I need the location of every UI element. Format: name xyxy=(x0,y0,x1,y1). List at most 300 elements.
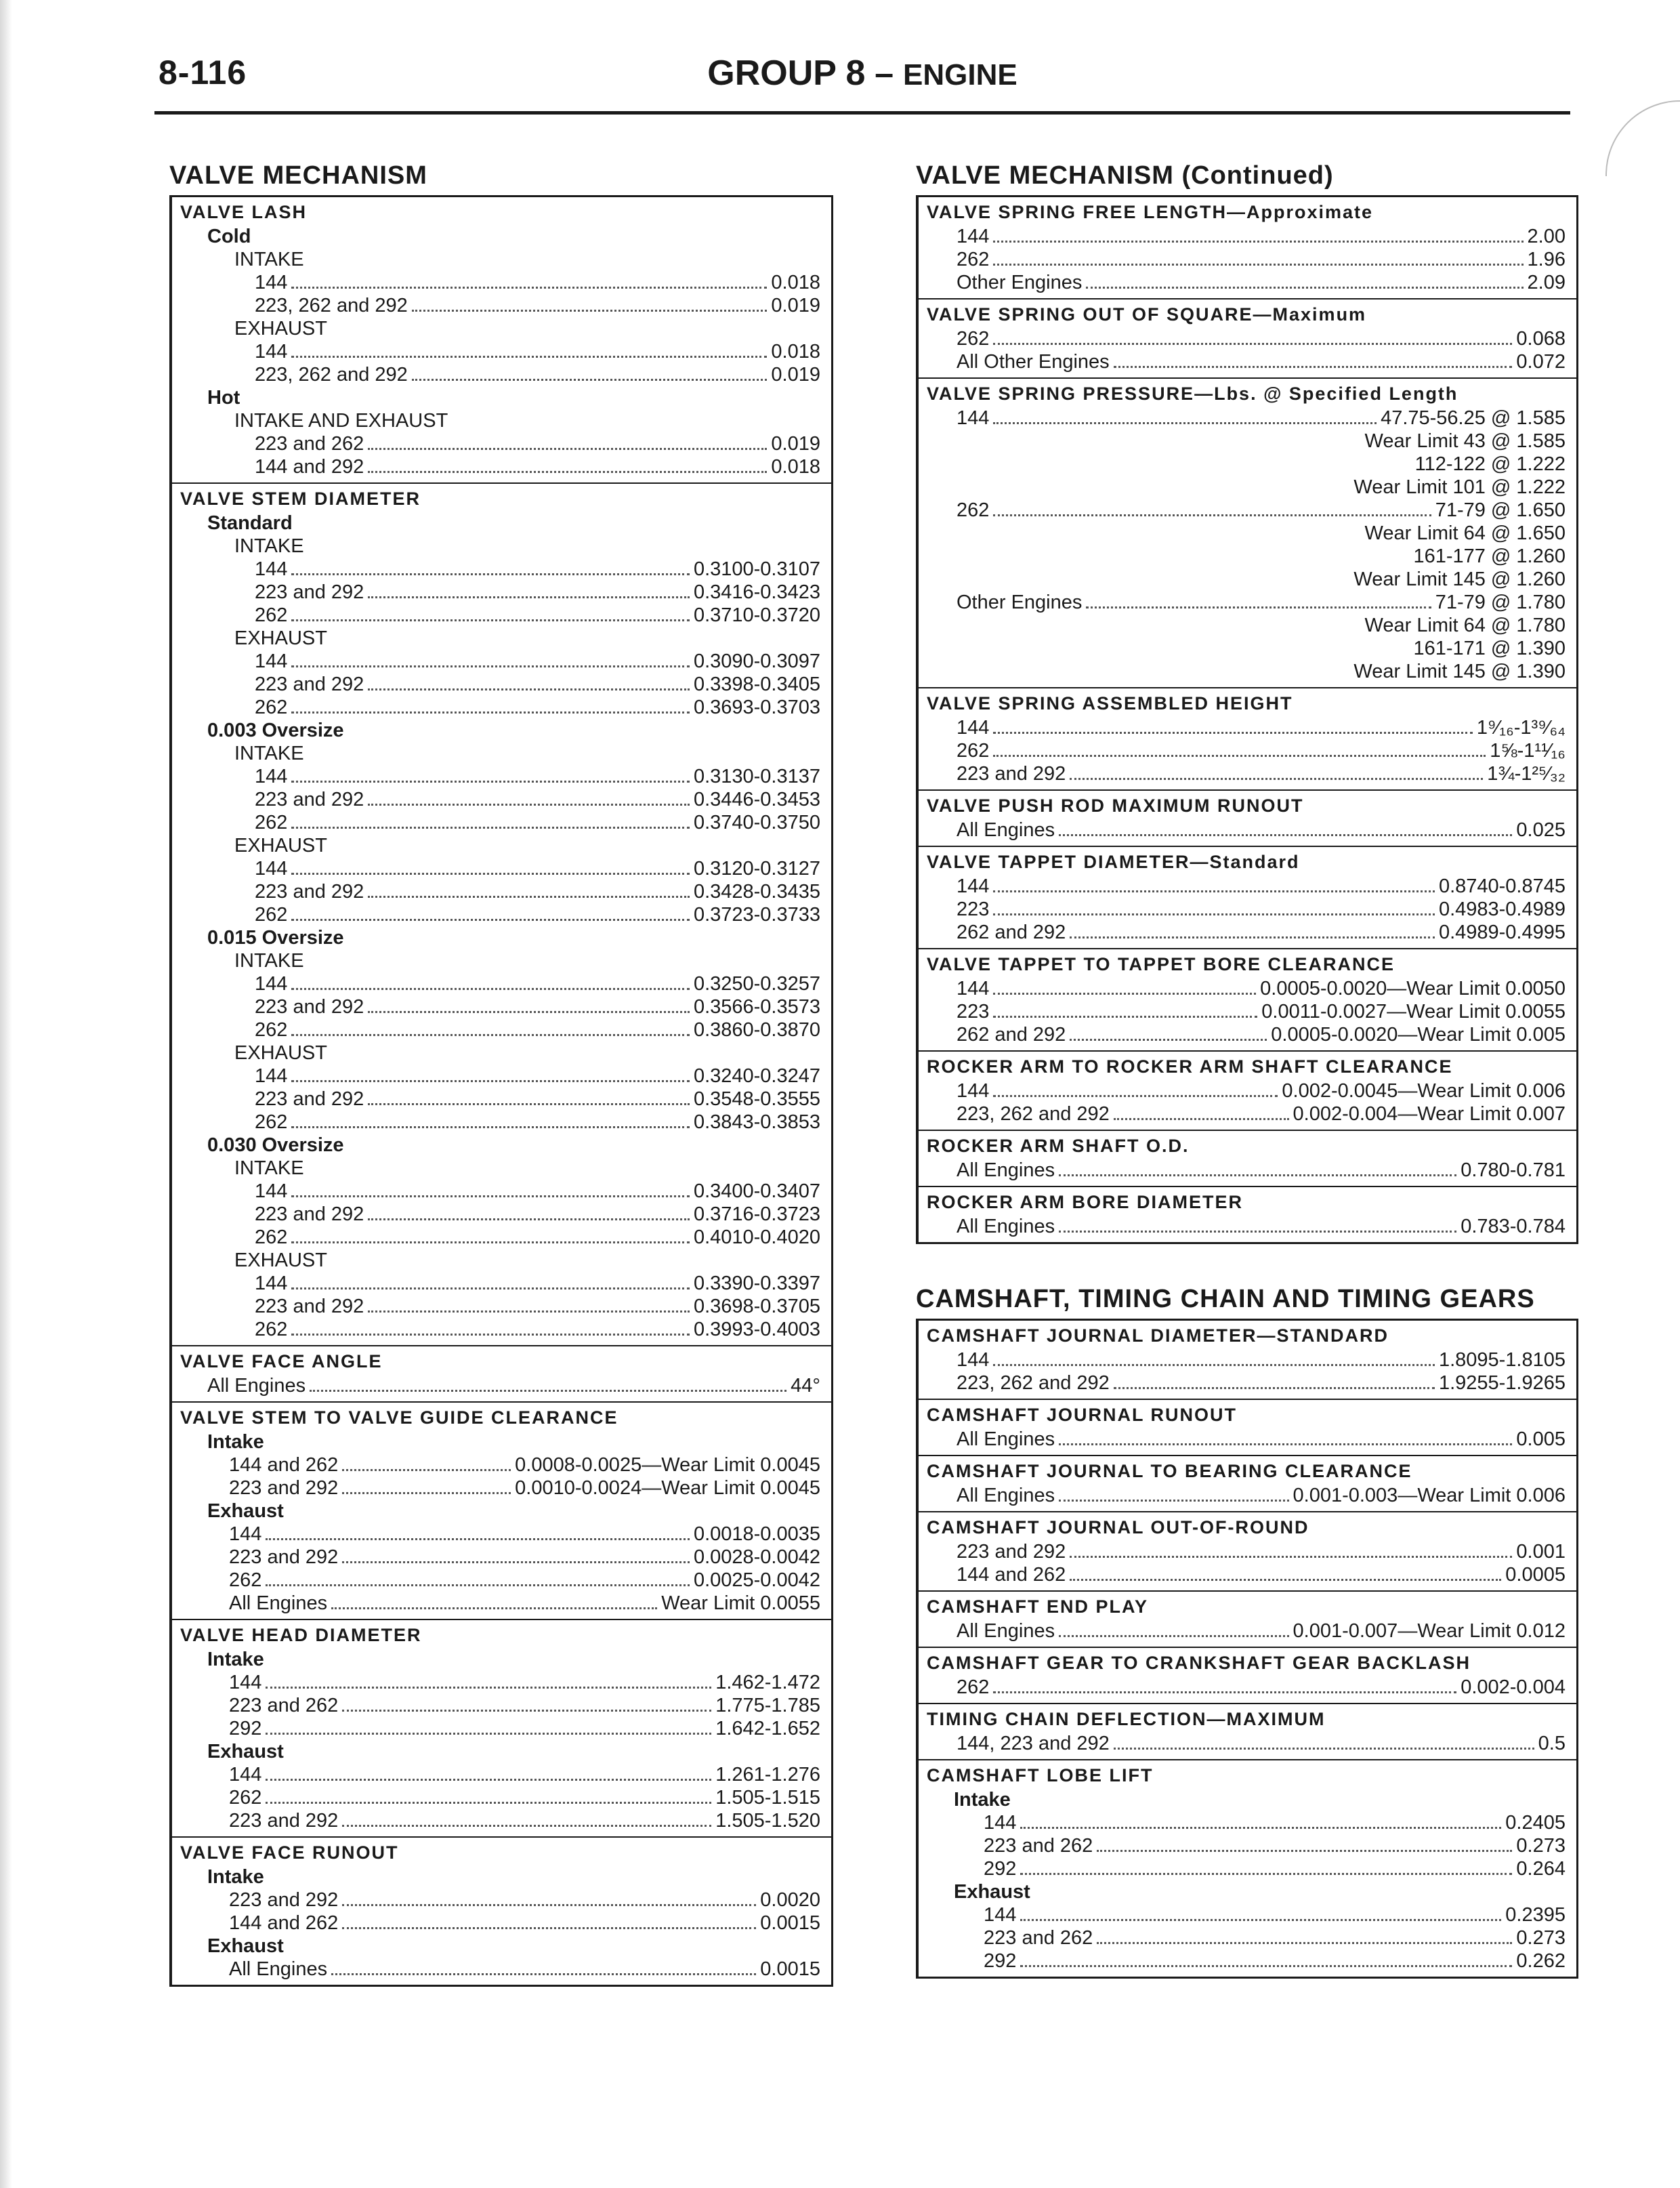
spec-row xyxy=(927,1903,1566,1926)
dot-leader xyxy=(1070,1556,1512,1558)
spec-label: 292 xyxy=(984,1950,1017,1972)
spec-value: 0.3860-0.3870 xyxy=(693,1019,820,1041)
spec-row xyxy=(180,1203,820,1226)
spec-value: 0.2405 xyxy=(1505,1812,1566,1834)
dot-leader xyxy=(266,1584,690,1586)
spec-label: 262 xyxy=(957,328,990,350)
spec-row xyxy=(180,1226,820,1249)
spec-row xyxy=(927,407,1566,430)
dot-leader xyxy=(291,1034,690,1036)
spec-value: 0.264 xyxy=(1516,1858,1566,1880)
dot-leader xyxy=(291,781,690,783)
spec-value: 0.3390-0.3397 xyxy=(693,1273,820,1294)
dot-leader xyxy=(1070,1579,1501,1581)
spec-value: 0.780-0.781 xyxy=(1461,1159,1566,1181)
spec-row xyxy=(180,696,820,719)
spec-label: All Other Engines xyxy=(957,351,1110,373)
dot-leader xyxy=(331,1607,657,1609)
spec-category: EXHAUST xyxy=(234,627,327,649)
dot-leader xyxy=(1059,1500,1288,1502)
spec-label: 144 and 262 xyxy=(229,1912,339,1934)
spec-row xyxy=(180,1477,820,1500)
spec-value: 0.0005-0.0020—Wear Limit 0.005 xyxy=(1271,1024,1566,1046)
spec-table xyxy=(916,1319,1578,1979)
spec-row xyxy=(180,1523,820,1546)
spec-category: INTAKE xyxy=(234,249,304,270)
spec-value: 0.005 xyxy=(1516,1428,1566,1450)
dot-leader xyxy=(291,711,690,714)
spec-row xyxy=(927,248,1566,271)
spec-value: 0.025 xyxy=(1516,819,1566,841)
dot-leader xyxy=(342,1561,690,1563)
spec-row xyxy=(180,1018,820,1041)
spec-subheading: 0.030 Oversize xyxy=(207,1134,344,1156)
spec-block xyxy=(172,197,831,484)
spec-value: 0.001-0.007—Wear Limit 0.012 xyxy=(1293,1620,1566,1642)
spec-label: 144 xyxy=(229,1672,262,1693)
spec-value: 44° xyxy=(791,1375,820,1397)
spec-label: 223 and 292 xyxy=(255,881,364,903)
spec-label: 223 and 292 xyxy=(957,1541,1066,1563)
spec-value: 0.3250-0.3257 xyxy=(693,973,820,995)
spec-row xyxy=(927,1540,1566,1563)
spec-block xyxy=(919,949,1576,1052)
spec-continuation: 112-122 @ 1.222 xyxy=(1414,453,1566,475)
spec-row xyxy=(180,903,820,926)
spec-heading: TIMING CHAIN DEFLECTION—MAXIMUM xyxy=(927,1709,1326,1729)
spec-value: 0.001-0.003—Wear Limit 0.006 xyxy=(1293,1485,1566,1506)
spec-row xyxy=(927,1159,1566,1182)
spec-label: All Engines xyxy=(207,1375,306,1397)
spec-row xyxy=(927,1102,1566,1126)
spec-heading: CAMSHAFT END PLAY xyxy=(927,1596,1149,1617)
spec-row xyxy=(927,1023,1566,1046)
spec-value: 0.3090-0.3097 xyxy=(693,651,820,672)
spec-subheading: Intake xyxy=(954,1789,1011,1811)
spec-value: 1⁹⁄₁₆-1³⁹⁄₆₄ xyxy=(1476,717,1566,739)
dot-leader xyxy=(291,1287,690,1289)
spec-value: 1.642-1.652 xyxy=(715,1718,820,1739)
dot-leader xyxy=(993,993,1256,995)
spec-row xyxy=(180,581,820,604)
spec-row xyxy=(927,1811,1566,1834)
spec-value: 0.3120-0.3127 xyxy=(693,858,820,880)
dot-leader xyxy=(1020,1827,1501,1829)
spec-heading: CAMSHAFT JOURNAL OUT-OF-ROUND xyxy=(927,1517,1309,1537)
spec-value: 0.019 xyxy=(771,433,820,455)
spec-row xyxy=(927,1619,1566,1643)
spec-row xyxy=(927,1215,1566,1238)
spec-block xyxy=(919,1400,1576,1456)
spec-label: 262 xyxy=(957,740,990,762)
spec-value: 0.018 xyxy=(771,456,820,478)
spec-label: 262 xyxy=(957,1676,990,1698)
spec-value: 1.505-1.515 xyxy=(715,1787,820,1809)
spec-subheading: Intake xyxy=(207,1649,264,1670)
spec-table xyxy=(916,195,1578,1244)
spec-heading: VALVE STEM TO VALVE GUIDE CLEARANCE xyxy=(180,1407,618,1428)
spec-heading: VALVE TAPPET DIAMETER—Standard xyxy=(927,852,1300,872)
dot-leader xyxy=(266,1538,690,1540)
spec-value: 0.3548-0.3555 xyxy=(693,1088,820,1110)
spec-label: 144 xyxy=(957,226,990,247)
spec-block xyxy=(919,791,1576,847)
spec-row xyxy=(927,1563,1566,1586)
spec-row xyxy=(180,1888,820,1912)
spec-block xyxy=(919,1131,1576,1187)
spec-continuation: Wear Limit 145 @ 1.390 xyxy=(1353,661,1566,682)
dot-leader xyxy=(342,1710,711,1712)
spec-label: 262 xyxy=(255,812,288,833)
spec-label: 223 and 292 xyxy=(255,674,364,695)
spec-label: 223, 262 and 292 xyxy=(255,364,408,386)
spec-subheading: Intake xyxy=(207,1431,264,1453)
dot-leader xyxy=(368,596,690,598)
spec-value: 1.9255-1.9265 xyxy=(1438,1372,1566,1394)
spec-label: 144, 223 and 292 xyxy=(957,1733,1110,1754)
spec-label: 262 and 292 xyxy=(957,1024,1066,1046)
spec-continuation: 161-171 @ 1.390 xyxy=(1413,638,1566,659)
dot-leader xyxy=(342,1927,756,1929)
spec-row xyxy=(180,1111,820,1134)
spec-row xyxy=(180,788,820,811)
spec-row xyxy=(180,432,820,455)
spec-value: 0.3740-0.3750 xyxy=(693,812,820,833)
dot-leader xyxy=(993,732,1473,734)
spec-value: 0.3416-0.3423 xyxy=(693,581,820,603)
spec-value: 0.8740-0.8745 xyxy=(1438,875,1566,897)
spec-row xyxy=(927,1732,1566,1755)
spec-value: 0.002-0.004 xyxy=(1461,1676,1566,1698)
spec-row xyxy=(180,455,820,478)
dot-leader xyxy=(993,755,1486,757)
spec-label: 144 xyxy=(255,1065,288,1087)
topic-label: ENGINE xyxy=(903,58,1017,91)
spec-value: 0.5 xyxy=(1538,1733,1566,1754)
spec-label: 144 and 262 xyxy=(229,1454,339,1476)
spec-label: 262 xyxy=(255,1226,288,1248)
spec-label: 144 xyxy=(255,272,288,293)
spec-subheading: Exhaust xyxy=(207,1741,284,1762)
spec-value: 1.261-1.276 xyxy=(715,1764,820,1786)
dot-leader xyxy=(1070,778,1483,780)
spec-row xyxy=(180,1569,820,1592)
spec-category: EXHAUST xyxy=(234,835,327,856)
spec-row xyxy=(927,350,1566,373)
spec-category: INTAKE xyxy=(234,535,304,557)
spec-label: 144 xyxy=(957,978,990,999)
spec-continuation: Wear Limit 43 @ 1.585 xyxy=(1364,430,1566,452)
spec-row xyxy=(927,1348,1566,1371)
dot-leader xyxy=(412,379,768,381)
spec-row xyxy=(180,1088,820,1111)
dot-leader xyxy=(342,1904,756,1906)
spec-heading: CAMSHAFT GEAR TO CRANKSHAFT GEAR BACKLASH xyxy=(927,1653,1471,1673)
spec-heading: CAMSHAFT JOURNAL DIAMETER—STANDARD xyxy=(927,1325,1389,1346)
spec-label: 223, 262 and 292 xyxy=(255,295,408,316)
spec-row xyxy=(180,1809,820,1832)
page-title xyxy=(154,53,1570,94)
spec-row xyxy=(927,1926,1566,1949)
spec-value: 0.0015 xyxy=(760,1958,820,1980)
spec-value: 0.3843-0.3853 xyxy=(693,1111,820,1133)
spec-label: 144 xyxy=(984,1904,1017,1926)
dot-leader xyxy=(291,356,767,358)
spec-label: 223 and 292 xyxy=(255,1296,364,1317)
spec-label: 144 xyxy=(255,341,288,363)
spec-continuation: Wear Limit 64 @ 1.780 xyxy=(1364,615,1566,636)
spec-block xyxy=(919,379,1576,688)
page-header xyxy=(154,53,1570,115)
spec-label: 223 and 292 xyxy=(229,1889,339,1911)
spec-subheading: Exhaust xyxy=(207,1935,284,1957)
spec-label: 144 xyxy=(255,766,288,787)
spec-value: 47.75-56.25 @ 1.585 xyxy=(1381,407,1566,429)
spec-value: 0.3398-0.3405 xyxy=(693,674,820,695)
spec-block xyxy=(919,197,1576,300)
spec-row xyxy=(927,591,1566,614)
spec-row xyxy=(180,1374,820,1397)
spec-value: 0.002-0.0045—Wear Limit 0.006 xyxy=(1282,1080,1566,1102)
spec-subheading: Exhaust xyxy=(954,1881,1030,1903)
spec-row xyxy=(180,271,820,294)
spec-label: 144 xyxy=(255,973,288,995)
spec-row xyxy=(180,880,820,903)
spec-heading: VALVE FACE RUNOUT xyxy=(180,1842,399,1863)
spec-value: 0.0025-0.0042 xyxy=(693,1569,820,1591)
spec-subheading: 0.015 Oversize xyxy=(207,927,344,949)
dot-leader xyxy=(993,890,1435,892)
spec-row xyxy=(927,271,1566,294)
spec-label: 223 and 262 xyxy=(984,1927,1093,1949)
spec-value: 0.0008-0.0025—Wear Limit 0.0045 xyxy=(515,1454,820,1476)
dot-leader xyxy=(1070,1039,1267,1041)
spec-label: 223 and 262 xyxy=(984,1835,1093,1857)
spec-row xyxy=(180,811,820,834)
spec-label: All Engines xyxy=(957,1428,1055,1450)
spec-value: 0.3446-0.3453 xyxy=(693,789,820,810)
page-corner-curl xyxy=(1605,100,1680,176)
spec-value: 0.3428-0.3435 xyxy=(693,881,820,903)
dot-leader xyxy=(291,573,690,575)
spec-row xyxy=(927,977,1566,1000)
spec-heading: CAMSHAFT JOURNAL RUNOUT xyxy=(927,1405,1237,1425)
dot-leader xyxy=(368,688,690,690)
spec-block xyxy=(172,1838,831,1985)
dot-leader xyxy=(368,1103,690,1105)
dot-leader xyxy=(1114,1748,1534,1750)
spec-row xyxy=(180,1717,820,1740)
spec-label: 262 xyxy=(255,697,288,718)
spec-value: 0.0015 xyxy=(760,1912,820,1934)
spec-label: 144 xyxy=(255,1273,288,1294)
spec-category: INTAKE xyxy=(234,950,304,972)
spec-label: Other Engines xyxy=(957,592,1083,613)
dot-leader xyxy=(1059,1443,1512,1445)
spec-row xyxy=(180,1180,820,1203)
spec-row xyxy=(180,1786,820,1809)
dot-leader xyxy=(342,1469,511,1471)
dot-leader xyxy=(1114,1118,1289,1120)
spec-heading: ROCKER ARM TO ROCKER ARM SHAFT CLEARANCE xyxy=(927,1056,1453,1077)
spec-value: 1.775-1.785 xyxy=(715,1695,820,1716)
spec-label: 144 xyxy=(957,1349,990,1371)
dot-leader xyxy=(993,264,1523,266)
dot-leader xyxy=(291,988,690,990)
title-dash: – xyxy=(875,54,894,92)
dot-leader xyxy=(993,1016,1257,1018)
spec-row xyxy=(927,1000,1566,1023)
spec-value: 0.3240-0.3247 xyxy=(693,1065,820,1087)
spec-label: 262 xyxy=(229,1787,262,1809)
spec-row xyxy=(180,995,820,1018)
spec-label: 144 xyxy=(957,875,990,897)
dot-leader xyxy=(368,1218,690,1220)
spec-label: 223 and 262 xyxy=(229,1695,339,1716)
spec-label: 262 xyxy=(255,1111,288,1133)
group-label: GROUP 8 xyxy=(707,54,866,93)
spec-heading: ROCKER ARM SHAFT O.D. xyxy=(927,1136,1190,1156)
right-column xyxy=(916,156,1578,1979)
dot-leader xyxy=(368,471,767,473)
spec-heading: VALVE LASH xyxy=(180,202,308,222)
spec-category: EXHAUST xyxy=(234,1250,327,1271)
spec-label: All Engines xyxy=(957,1216,1055,1237)
spec-row xyxy=(180,1318,820,1341)
spec-value: 0.018 xyxy=(771,341,820,363)
spec-label: 144 xyxy=(957,407,990,429)
dot-leader xyxy=(993,1095,1278,1097)
dot-leader xyxy=(342,1825,711,1827)
spec-label: 144 xyxy=(957,1080,990,1102)
spec-heading: VALVE SPRING FREE LENGTH—Approximate xyxy=(927,202,1374,222)
spec-row xyxy=(927,499,1566,522)
dot-leader xyxy=(1086,287,1523,289)
spec-block xyxy=(919,1592,1576,1648)
spec-row xyxy=(180,857,820,880)
spec-value: 0.0028-0.0042 xyxy=(693,1546,820,1568)
spec-row xyxy=(927,921,1566,944)
spec-row xyxy=(180,972,820,995)
spec-row xyxy=(180,1694,820,1717)
spec-value: 0.262 xyxy=(1516,1950,1566,1972)
spec-row xyxy=(180,765,820,788)
spec-row xyxy=(180,1453,820,1477)
spec-label: 223 and 262 xyxy=(255,433,364,455)
dot-leader xyxy=(291,1241,690,1243)
spec-value: 0.3130-0.3137 xyxy=(693,766,820,787)
spec-label: All Engines xyxy=(229,1958,328,1980)
spec-row xyxy=(180,1958,820,1981)
spec-row xyxy=(180,650,820,673)
spec-value: 0.019 xyxy=(771,364,820,386)
spec-row xyxy=(180,1763,820,1786)
spec-subheading: Hot xyxy=(207,387,240,409)
spec-row xyxy=(927,1428,1566,1451)
spec-label: 292 xyxy=(229,1718,262,1739)
spec-subheading: 0.003 Oversize xyxy=(207,720,344,741)
dot-leader xyxy=(1097,1850,1512,1852)
dot-leader xyxy=(266,1802,711,1804)
dot-leader xyxy=(1070,936,1435,938)
spec-subheading: Cold xyxy=(207,226,251,247)
left-column xyxy=(169,156,833,1987)
spec-value: 1⅝-1¹¹⁄₁₆ xyxy=(1490,740,1566,762)
dot-leader xyxy=(993,241,1523,243)
section-title: CAMSHAFT, TIMING CHAIN AND TIMING GEARS xyxy=(916,1285,1535,1313)
spec-value: 0.2395 xyxy=(1505,1904,1566,1926)
dot-leader xyxy=(291,827,690,829)
spec-label: 262 xyxy=(957,249,990,270)
spec-label: 223, 262 and 292 xyxy=(957,1103,1110,1125)
spec-heading: VALVE FACE ANGLE xyxy=(180,1351,383,1371)
spec-value: 0.3710-0.3720 xyxy=(693,604,820,626)
spec-label: 144 xyxy=(984,1812,1017,1834)
spec-value: 0.3716-0.3723 xyxy=(693,1203,820,1225)
dot-leader xyxy=(1059,1174,1456,1176)
spec-row xyxy=(180,558,820,581)
dot-leader xyxy=(291,1126,690,1128)
spec-row xyxy=(927,875,1566,898)
spec-block xyxy=(919,847,1576,949)
spec-label: 144 and 292 xyxy=(255,456,364,478)
dot-leader xyxy=(412,310,768,312)
spec-heading: CAMSHAFT LOBE LIFT xyxy=(927,1765,1154,1786)
spec-row xyxy=(927,762,1566,785)
spec-value: 0.001 xyxy=(1516,1541,1566,1563)
spec-label: 144 xyxy=(957,717,990,739)
spec-row xyxy=(927,716,1566,739)
spec-value: 1.8095-1.8105 xyxy=(1438,1349,1566,1371)
spec-value: 1¾-1²⁵⁄₃₂ xyxy=(1487,763,1566,785)
spec-block xyxy=(919,300,1576,379)
spec-label: 223 and 292 xyxy=(229,1810,339,1832)
spec-heading: VALVE SPRING ASSEMBLED HEIGHT xyxy=(927,693,1293,714)
spec-value: 0.3993-0.4003 xyxy=(693,1319,820,1340)
spec-row xyxy=(180,294,820,317)
spec-value: 0.3100-0.3107 xyxy=(693,558,820,580)
spec-row xyxy=(927,225,1566,248)
dot-leader xyxy=(1020,1919,1501,1921)
spec-table xyxy=(169,195,833,1987)
spec-label: 223 xyxy=(957,1001,990,1023)
spec-row xyxy=(180,673,820,696)
spec-category: INTAKE xyxy=(234,1157,304,1179)
spec-category: EXHAUST xyxy=(234,1042,327,1064)
spec-value: 0.3723-0.3733 xyxy=(693,904,820,926)
dot-leader xyxy=(291,873,690,875)
spec-label: 262 xyxy=(229,1569,262,1591)
spec-heading: ROCKER ARM BORE DIAMETER xyxy=(927,1192,1244,1212)
dot-leader xyxy=(1059,1231,1456,1233)
spec-value: 0.002-0.004—Wear Limit 0.007 xyxy=(1293,1103,1566,1125)
spec-block xyxy=(919,1187,1576,1242)
dot-leader xyxy=(1114,1387,1435,1389)
dot-leader xyxy=(368,448,767,450)
spec-value: Wear Limit 0.0055 xyxy=(661,1592,820,1614)
spec-label: 144 xyxy=(255,858,288,880)
spec-value: 1.96 xyxy=(1527,249,1566,270)
dot-leader xyxy=(266,1687,711,1689)
spec-block xyxy=(172,484,831,1346)
spec-row xyxy=(180,1912,820,1935)
spec-row xyxy=(180,340,820,363)
dot-leader xyxy=(266,1733,711,1735)
spec-heading: VALVE SPRING OUT OF SQUARE—Maximum xyxy=(927,304,1367,325)
spec-heading: VALVE PUSH ROD MAXIMUM RUNOUT xyxy=(927,796,1304,816)
dot-leader xyxy=(1086,606,1431,608)
spec-heading: VALVE TAPPET TO TAPPET BORE CLEARANCE xyxy=(927,954,1395,974)
